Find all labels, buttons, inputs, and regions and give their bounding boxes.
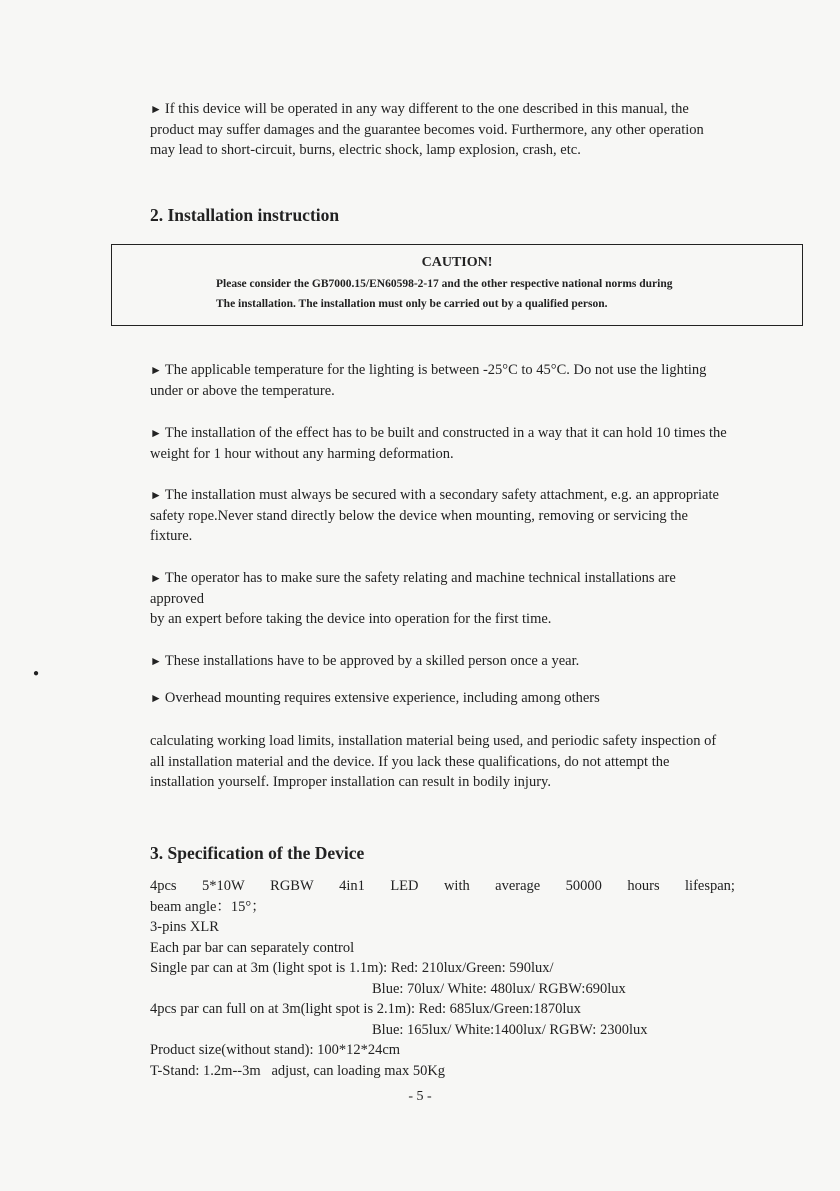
install-item-yearly: ► These installations have to be approved by a skilled person once a year.: [150, 651, 730, 672]
bullet-icon: ►: [150, 488, 162, 502]
spec-line-four-par: 4pcs par can full on at 3m(light spot is 2.1m): Red: 685lux/Green:1870lux: [150, 1001, 581, 1017]
bullet-icon: ►: [150, 102, 162, 116]
spec-line-four-par-cont: Blue: 165lux/ White:1400lux/ RGBW: 2300lux: [372, 1021, 648, 1038]
page-number: - 5 -: [408, 1089, 432, 1104]
intro-paragraph: [150, 99, 730, 161]
bullet-icon: ►: [150, 571, 162, 585]
bullet-icon: ►: [150, 426, 162, 440]
caution-box: [111, 244, 803, 326]
spec-line-single-par-cont: Blue: 70lux/ White: 480lux/ RGBW:690lux: [372, 980, 626, 997]
section-2-heading: 2. Installation instruction: [150, 205, 340, 225]
spec-list: [150, 876, 735, 1081]
install-item-operator-cont: by an expert before taking the device into operation for the first time.: [150, 611, 552, 627]
spec-line-stand: T-Stand: 1.2m--3m adjust, can loading max 50Kg: [150, 1062, 446, 1079]
scan-mark: ●: [33, 668, 40, 679]
caution-line-1: Please consider the GB7000.15/EN60598-2-17 and the other respective national norms during: [216, 278, 673, 290]
bullet-icon: ►: [150, 691, 162, 705]
spec-line-beam-angle: beam angle：15°；: [150, 898, 266, 915]
install-item-safety-rope: ► The installation must always be secured with a secondary safety attachment, e.g. an appropriate safety rope.Never stand directly below the device when mounting, removing or servicing the fixture.: [150, 487, 719, 544]
spec-line-size: Product size(without stand): 100*12*24cm: [150, 1042, 401, 1058]
spec-line-single-par: Single par can at 3m (light spot is 1.1m): Red: 210lux/Green: 590lux/: [150, 960, 554, 976]
install-item-weight: ► The installation of the effect has to be built and constructed in a way that it can hold 10 times the weight for 1 hour without any harming deformation.: [150, 425, 727, 462]
spec-line-control: Each par bar can separately control: [150, 939, 355, 956]
caution-title: CAUTION!: [421, 255, 493, 270]
install-item-temperature: ► The applicable temperature for the lighting is between -25°C to 45°C. Do not use the lighting under or above the temperature.: [150, 362, 707, 399]
section-3-heading: 3. Specification of the Device: [150, 843, 365, 863]
bullet-icon: ►: [150, 363, 162, 377]
spec-line-xlr: 3-pins XLR: [150, 919, 219, 935]
intro-text: If this device will be operated in any way different to the one described in this manual, the product may suffer damages and the guarantee becomes void. Furthermore, any other operation may lead to short-circuit, burns, electric shock, lamp explosion, crash, etc.: [150, 101, 704, 158]
install-item-overhead: ► Overhead mounting requires extensive experience, including among others: [150, 688, 730, 709]
caution-line-2: The installation. The installation must only be carried out by a qualified person.: [216, 298, 608, 310]
install-item-overhead-cont: calculating working load limits, installation material being used, and periodic safety inspection of all installation material and the device. If you lack these qualifications, do not attempt the installation yourself. Improper installation can result in bodily injury.: [150, 733, 717, 790]
spec-line-leds: 4pcs 5*10W RGBW 4in1 LED with average 50000 hours lifespan;: [150, 878, 735, 894]
bullet-icon: ►: [150, 654, 162, 668]
install-item-operator: ► The operator has to make sure the safety relating and machine technical installations are approved: [150, 570, 676, 607]
